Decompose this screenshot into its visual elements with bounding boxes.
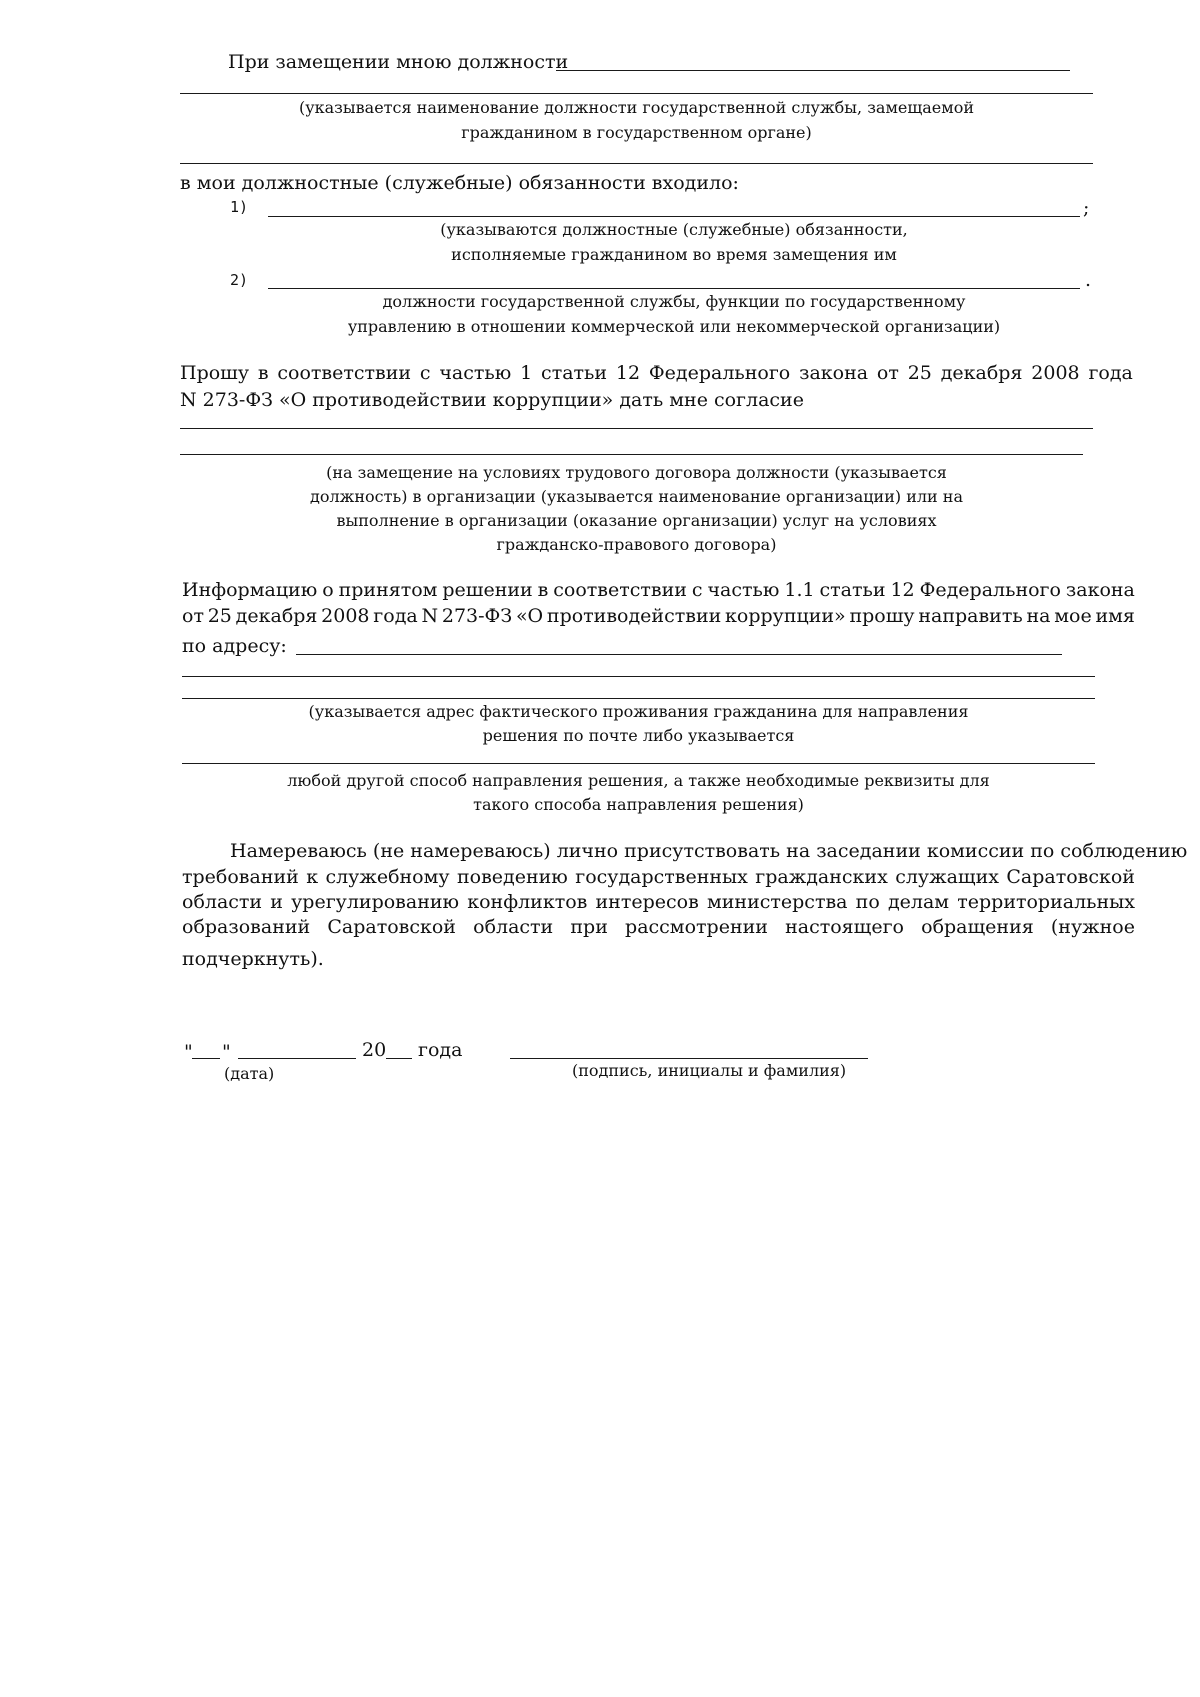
word: прошу	[849, 605, 915, 627]
word: интересов	[595, 891, 699, 913]
word: на	[1026, 605, 1051, 627]
word: декабря	[940, 362, 1023, 384]
duties-caption-3: должности государственной службы, функции по государственному	[382, 292, 966, 311]
duty-1-end: ;	[1083, 197, 1090, 219]
word: конфликтов	[467, 891, 588, 913]
word: имя	[1095, 605, 1135, 627]
word: декабря	[235, 605, 318, 627]
position-label: При замещении мною должности	[228, 51, 569, 73]
address-caption-2: решения по почте либо указывается	[482, 726, 795, 745]
duty-1-field[interactable]	[268, 216, 1080, 217]
address-caption-1: (указывается адрес фактического проживания гражданина для направления	[308, 702, 969, 721]
intent-line-4	[182, 918, 1135, 937]
request-line-2: N 273-ФЗ «О противодействии коррупции» дать мне согласие	[180, 389, 804, 411]
word: территориальных	[957, 891, 1135, 913]
word: государственных	[575, 866, 748, 888]
word: по	[855, 891, 880, 913]
word: 1.1	[784, 579, 815, 601]
word: служащих	[895, 866, 999, 888]
word: делам	[887, 891, 950, 913]
word: мое	[1054, 605, 1092, 627]
position-field[interactable]	[556, 70, 1070, 71]
word: 25	[207, 605, 232, 627]
word: закона	[1065, 579, 1135, 601]
word: в	[257, 362, 269, 384]
word: 25	[907, 362, 932, 384]
word: с	[691, 579, 703, 601]
word: поведению	[456, 866, 568, 888]
word: к	[306, 866, 319, 888]
request-field-line-2[interactable]	[180, 454, 1083, 455]
word: образований	[182, 916, 311, 938]
word: Саратовской	[327, 916, 456, 938]
word: коррупции»	[725, 605, 846, 627]
word: при	[570, 916, 608, 938]
word: соответствии	[277, 362, 412, 384]
duties-lead: в мои должностные (служебные) обязанности входило:	[180, 172, 739, 194]
request-line-1	[180, 364, 1133, 383]
date-month-field[interactable]	[238, 1058, 356, 1059]
word: года	[1088, 362, 1133, 384]
duty-2-field[interactable]	[268, 288, 1080, 289]
request-caption-3: выполнение в организации (оказание организации) услуг на условиях	[336, 511, 937, 530]
intent-line-5: подчеркнуть).	[182, 948, 324, 970]
word: частью	[707, 579, 780, 601]
duty-2-end: .	[1085, 269, 1092, 291]
word: противодействии	[546, 605, 722, 627]
date-year-prefix: 20	[362, 1039, 387, 1061]
position-caption-2: гражданином в государственном органе)	[461, 123, 812, 142]
word: урегулированию	[291, 891, 460, 913]
address-field-2[interactable]	[182, 676, 1095, 677]
word: Федерального	[919, 579, 1061, 601]
word: (нужное	[1050, 916, 1135, 938]
request-field-line-1[interactable]	[180, 428, 1093, 429]
word: направить	[918, 605, 1023, 627]
duty-2-number: 2)	[230, 271, 249, 289]
word: года	[373, 605, 418, 627]
duty-1-number: 1)	[230, 198, 249, 216]
word: 273-ФЗ	[441, 605, 513, 627]
request-caption-1: (на замещение на условиях трудового договора должности (указывается	[326, 463, 947, 482]
word: N	[421, 605, 439, 627]
signature-field[interactable]	[510, 1058, 868, 1059]
word: области	[473, 916, 554, 938]
address-field-3[interactable]	[182, 698, 1095, 699]
word: решении	[442, 579, 533, 601]
word: закона	[799, 362, 869, 384]
address-caption-3: любой другой способ направления решения, а также необходимые реквизиты для	[287, 771, 990, 790]
address-field-1[interactable]	[296, 654, 1062, 655]
date-year-suffix: года	[418, 1039, 463, 1061]
word: принятом	[338, 579, 438, 601]
date-year-field[interactable]	[386, 1058, 412, 1059]
position-caption-1: (указывается наименование должности государственной службы, замещаемой	[298, 98, 975, 117]
word: области	[182, 891, 263, 913]
date-day-field[interactable]	[192, 1058, 220, 1059]
position-field-line-3[interactable]	[180, 163, 1093, 164]
word: 12	[890, 579, 915, 601]
word: соответствии	[553, 579, 687, 601]
duties-caption-2: исполняемые гражданином во время замещения им	[451, 245, 897, 264]
word: служебному	[325, 866, 450, 888]
info-line-2	[182, 607, 1135, 626]
word: Федерального	[648, 362, 791, 384]
word: с	[419, 362, 431, 384]
word: требований	[182, 866, 299, 888]
intent-line-1: Намереваюсь (не намереваюсь) лично присутствовать на заседании комиссии по соблюдению	[230, 840, 1188, 862]
word: статьи	[819, 579, 886, 601]
word: и	[270, 891, 283, 913]
word: Саратовской	[1006, 866, 1135, 888]
address-caption-4: такого способа направления решения)	[473, 795, 804, 814]
duties-caption-4: управлению в отношении коммерческой или некоммерческой организации)	[347, 317, 1001, 336]
word: от	[876, 362, 899, 384]
word: в	[537, 579, 549, 601]
date-quote-open: "	[184, 1041, 193, 1063]
intent-line-2	[182, 868, 1135, 887]
word: Прошу	[180, 362, 250, 384]
word: о	[322, 579, 334, 601]
word: «О	[515, 605, 544, 627]
address-field-4[interactable]	[182, 763, 1095, 764]
signature-caption: (подпись, инициалы и фамилия)	[572, 1061, 847, 1080]
position-field-line-2[interactable]	[180, 93, 1093, 94]
word: настоящего	[785, 916, 904, 938]
word: рассмотрении	[625, 916, 768, 938]
duties-caption-1: (указываются должностные (служебные) обязанности,	[440, 220, 908, 239]
word: министерства	[706, 891, 848, 913]
word: 1	[520, 362, 533, 384]
word: 12	[615, 362, 641, 384]
request-caption-4: гражданско-правового договора)	[496, 535, 777, 554]
word: гражданских	[755, 866, 888, 888]
info-line-3: по адресу:	[182, 635, 287, 657]
request-caption-2: должность) в организации (указывается наименование организации) или на	[310, 487, 963, 506]
date-quote-close: "	[222, 1041, 231, 1063]
word: статьи	[541, 362, 608, 384]
info-line-1	[182, 581, 1135, 600]
word: Информацию	[182, 579, 318, 601]
date-caption: (дата)	[224, 1064, 275, 1083]
intent-line-3	[182, 893, 1135, 912]
word: 2008	[321, 605, 370, 627]
word: от	[182, 605, 204, 627]
word: частью	[439, 362, 512, 384]
word: 2008	[1031, 362, 1080, 384]
word: обращения	[921, 916, 1034, 938]
